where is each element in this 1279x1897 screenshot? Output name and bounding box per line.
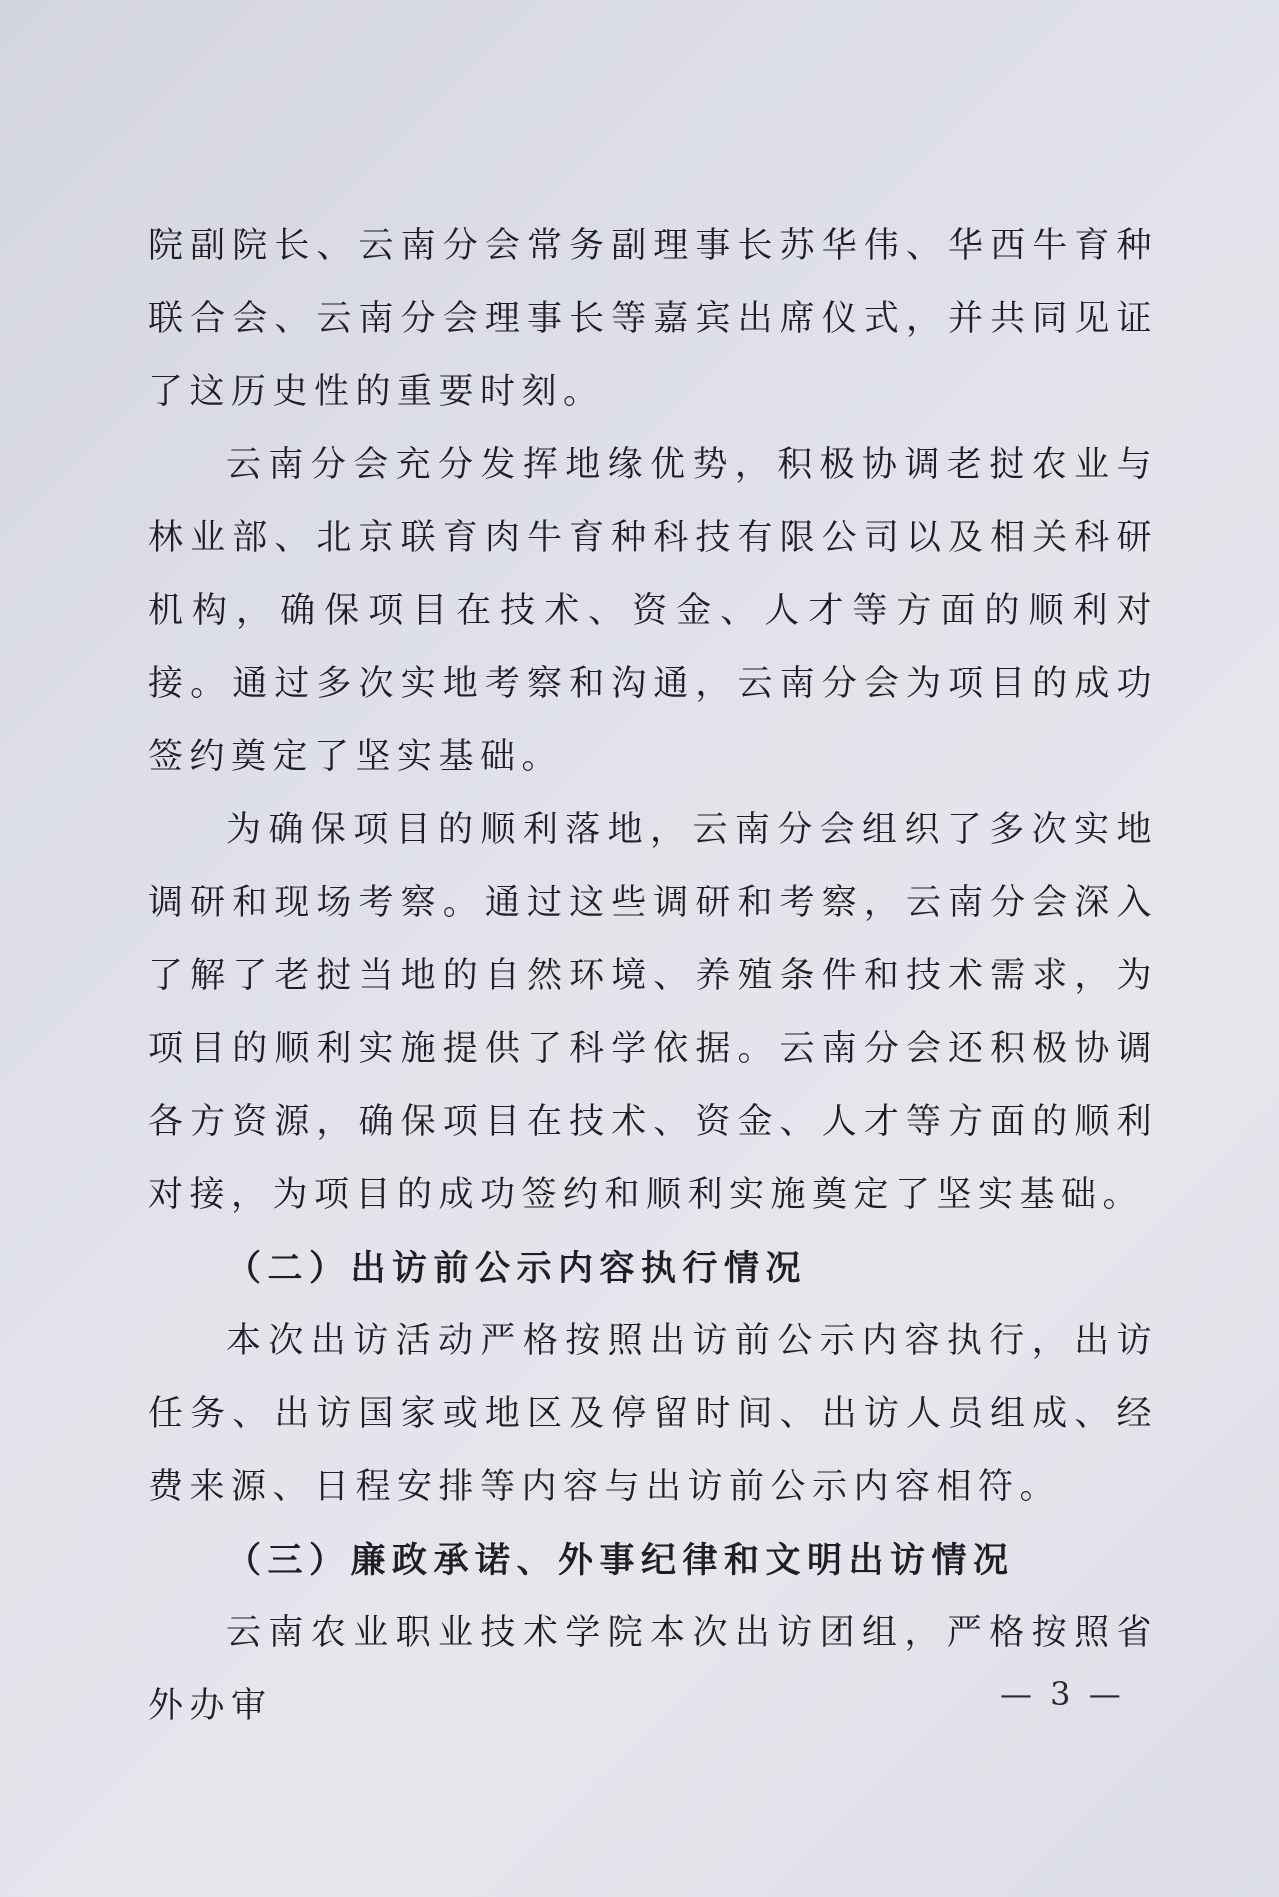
section-heading-2: （二）出访前公示内容执行情况: [226, 1248, 808, 1289]
page-number: — 3 —: [1000, 1675, 1125, 1713]
paragraph-1: 院副院长、云南分会常务副理事长苏华伟、华西牛育种联合会、云南分会理事长等嘉宾出席仪式，并共同见证了这历史性的重要时刻。: [148, 226, 1158, 412]
section-heading-3: （三）廉政承诺、外事纪律和文明出访情况: [226, 1540, 1015, 1581]
paragraph-3: 为确保项目的顺利落地，云南分会组织了多次实地调研和现场考察。通过这些调研和考察，云南分会深入了解了老挝当地的自然环境、养殖条件和技术需求，为项目的顺利实施提供了科学依据。云南分会还积极协调各方资源，确保项目在技术、资金、人才等方面的顺利对接，为项目的成功签约和顺利实施奠定了坚实基础。: [148, 810, 1158, 1215]
paragraph-4: 本次出访活动严格按照出访前公示内容执行，出访任务、出访国家或地区及停留时间、出访人员组成、经费来源、日程安排等内容与出访前公示内容相符。: [148, 1321, 1158, 1507]
paragraph-2: 云南分会充分发挥地缘优势，积极协调老挝农业与林业部、北京联育肉牛育种科技有限公司以及相关科研机构，确保项目在技术、资金、人才等方面的顺利对接。通过多次实地考察和沟通，云南分会为项目的成功签约奠定了坚实基础。: [148, 445, 1158, 777]
body-text: [148, 210, 1158, 1743]
paragraph-5: 云南农业职业技术学院本次出访团组，严格按照省外办审: [148, 1613, 1158, 1726]
